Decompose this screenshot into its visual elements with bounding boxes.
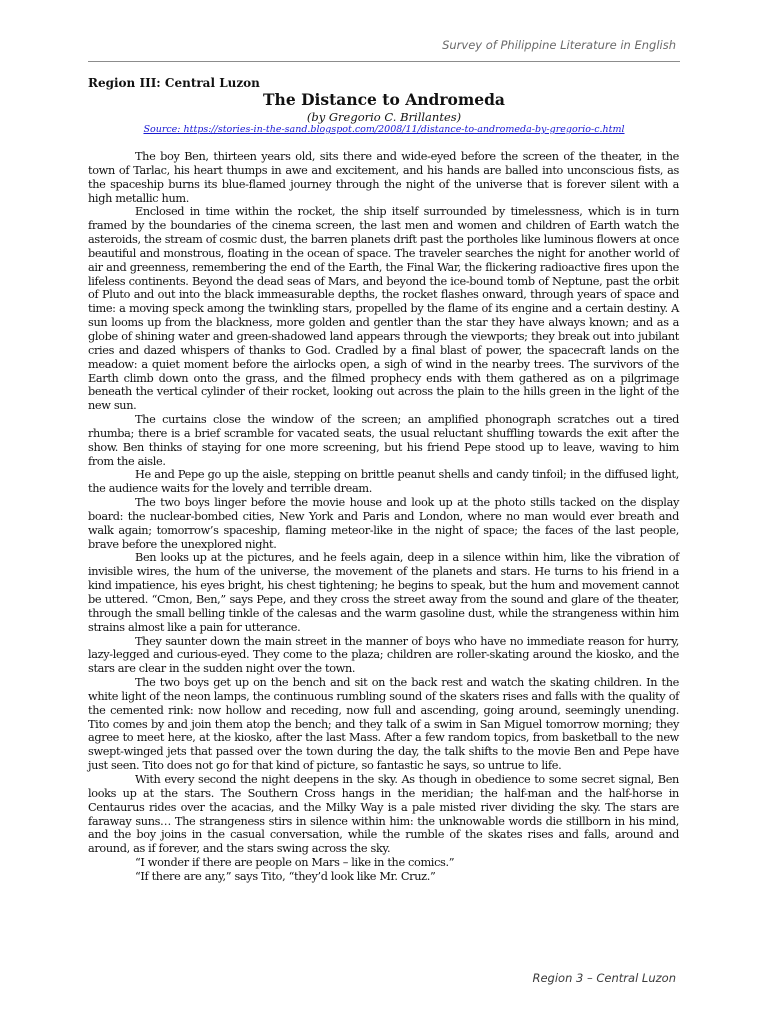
story-body — [88, 150, 679, 884]
story-byline: (by Gregorio C. Brillantes) — [306, 110, 462, 124]
paragraph: He and Pepe go up the aisle, stepping on brittle peanut shells and candy tinfoil; in the diffused light, the audience waits for the lovely and terrible dream. — [88, 468, 679, 496]
paragraph: The two boys linger before the movie house and look up at the photo stills tacked on the display board: the nuclear-bombed cities, New York and Paris and London, where no man would ever breath and walk again; tomorrow’s spaceship, flaming meteor-like in the night of space; the faces of the last people, brave before the unexplored night. — [88, 496, 679, 551]
source-link[interactable]: Source: https://stories-in-the-sand.blogspot.com/2008/11/distance-to-andromeda-by-gregorio-c.html — [143, 124, 625, 135]
paragraph: The boy Ben, thirteen years old, sits there and wide-eyed before the screen of the theater, in the town of Tarlac, his heart thumps in awe and excitement, and his hands are balled into unconscious fists, as the spaceship burns its blue-flamed journey through the night of the universe that is forever silent with a high metallic hum. — [88, 150, 679, 205]
paragraph: The curtains close the window of the screen; an amplified phonograph scratches out a tired rhumba; there is a brief scramble for vacated seats, the usual reluctant shuffling towards the exit after the show. Ben thinks of staying for one more screening, but his friend Pepe stood up to leave, waving to him from the aisle. — [88, 413, 679, 468]
paragraph: “If there are any,” says Tito, “they’d look like Mr. Cruz.” — [135, 869, 436, 883]
paragraph: The two boys get up on the bench and sit on the back rest and watch the skating children. In the white light of the neon lamps, the continuous rumbling sound of the skaters rises and falls with the quality of the cemented rink: now hollow and receding, now full and ascending, going around, seemingly unending. Tito comes by and join them atop the bench; and they talk of a swim in San Miguel tomorrow morning; they agree to meet here, at the kiosko, after the last Mass. After a few random topics, from basketball to the new swept-winged jets that passed over the town during the day, the talk shifts to the movie Ben and Pepe have just seen. Tito does not go for that kind of picture, so fantastic he says, so untrue to life. — [88, 676, 679, 773]
region-heading: Region III: Central Luzon — [88, 76, 260, 90]
paragraph: With every second the night deepens in the sky. As though in obedience to some secret signal, Ben looks up at the stars. The Southern Cross hangs in the meridian; the half-man and the half-horse in Centaurus rides over the acacias, and the Milky Way is a pale misted river dividing the sky. The stars are faraway suns… The strangeness stirs in silence within him: the unknowable words die stillborn in his mind, and the boy joins in the casual conversation, while the rumble of the skates rises and falls, around and around, as if forever, and the stars swing across the sky. — [88, 772, 679, 856]
paragraph: Enclosed in time within the rocket, the ship itself surrounded by timelessness, which is in turn framed by the boundaries of the cinema screen, the last men and women and children of Earth watch the asteroids, the stream of cosmic dust, the barren planets drift past the portholes like luminous flowers at once beautiful and monstrous, floating in the ocean of space. The traveler searches the night for another world of air and greenness, remembering the end of the Earth, the Final War, the flickering radioactive fires upon the lifeless continents. Beyond the dead seas of Mars, and beyond the ice-bound tomb of Neptune, past the orbit of Pluto and out into the black immeasurable depths, the rocket flashes onward, through years of space and time: a moving speck among the twinkling stars, propelled by the flame of its engine and a certain destiny. A sun looms up from the blackness, more golden and gentler than the star they have always known; and as a globe of shining water and green-shadowed land appears through the viewports; they break out into jubilant cries and dazed whispers of thanks to God. Cradled by a final blast of power, the spacecraft lands on the meadow: a quiet moment before the airlocks open, a sigh of wind in the nearby trees. The survivors of the Earth climb down onto the grass, and the filmed prophecy ends with them gathered as on a pilgrimage beneath the vertical cylinder of their rocket, looking out across the plain to the hills green in the light of the new sun. — [88, 205, 679, 413]
running-header: Survey of Philippine Literature in English — [442, 38, 676, 52]
paragraph: They saunter down the main street in the manner of boys who have no immediate reason for hurry, lazy-legged and curious-eyed. They come to the plaza; children are roller-skating around the kiosko, and the stars are clear in the sudden night over the town. — [88, 634, 679, 676]
running-footer: Region 3 – Central Luzon — [532, 971, 676, 985]
story-title: The Distance to Andromeda — [263, 90, 505, 109]
paragraph: “I wonder if there are people on Mars – like in the comics.” — [135, 856, 455, 870]
header-divider — [88, 61, 680, 62]
paragraph: Ben looks up at the pictures, and he feels again, deep in a silence within him, like the vibration of invisible wires, the hum of the universe, the movement of the planets and stars. He turns to his friend in a kind impatience, his eyes bright, his chest tightening; he begins to speak, but the hum and movement cannot be uttered. “Cmon, Ben,” says Pepe, and they cross the street away from the sound and glare of the theater, through the small belling tinkle of the calesas and the warm gasoline dust, while the strangeness within him strains almost like a pain for utterance. — [88, 551, 679, 634]
